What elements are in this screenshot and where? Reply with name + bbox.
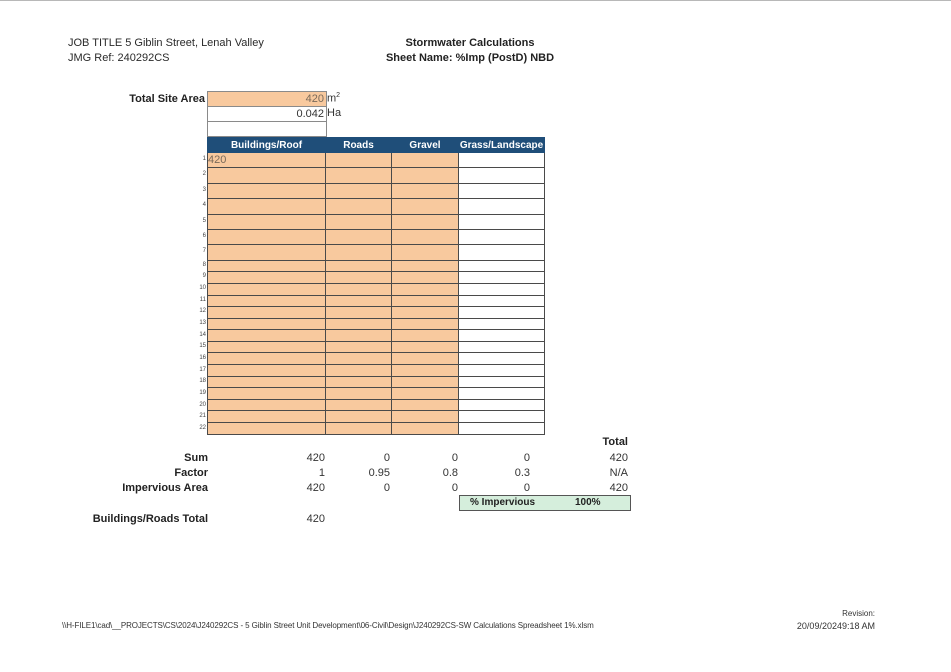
table-row [208, 365, 545, 377]
cell-grass-landscape[interactable] [459, 365, 545, 377]
cell-buildings-roof[interactable] [208, 318, 326, 330]
cell-grass-landscape[interactable] [459, 423, 545, 435]
cell-grass-landscape[interactable] [459, 245, 545, 260]
cell-roads[interactable] [326, 245, 392, 260]
row-number: 17 [199, 366, 206, 373]
job-header [68, 36, 264, 66]
cell-gravel[interactable] [392, 341, 459, 353]
factor-total: N/A [609, 467, 628, 479]
table-row [208, 353, 545, 365]
cell-gravel[interactable] [392, 365, 459, 377]
cell-gravel[interactable] [392, 411, 459, 423]
cell-buildings-roof[interactable] [208, 229, 326, 244]
cell-buildings-roof[interactable] [208, 353, 326, 365]
cell-gravel[interactable] [392, 214, 459, 229]
table-row [208, 153, 545, 168]
cell-grass-landscape[interactable] [459, 153, 545, 168]
cell-grass-landscape[interactable] [459, 272, 545, 284]
page-top-border [0, 0, 951, 1]
revision-label: Revision: [842, 609, 875, 618]
row-number: 3 [202, 186, 206, 193]
cell-grass-landscape[interactable] [459, 295, 545, 307]
cell-buildings-roof[interactable] [208, 183, 326, 198]
table-row [208, 423, 545, 435]
cell-roads[interactable] [326, 365, 392, 377]
cell-buildings-roof[interactable] [208, 307, 326, 319]
file-path: \\H-FILE1\cad\__PROJECTS\CS\2024\J240292CS - 5 Giblin Street Unit Development\06-Civil\Design\J240292CS-SW Calculations Spreadsheet 1%.xlsm [62, 621, 594, 630]
cell-grass-landscape[interactable] [459, 283, 545, 295]
job-ref: JMG Ref: 240292CS [68, 52, 170, 64]
cell-grass-landscape[interactable] [459, 353, 545, 365]
cell-roads[interactable] [326, 411, 392, 423]
impervious-total: 420 [609, 482, 628, 494]
row-number: 14 [199, 331, 206, 338]
percent-impervious-label: % Impervious [470, 497, 536, 508]
cell-gravel[interactable] [392, 353, 459, 365]
cell-roads[interactable] [326, 272, 392, 284]
cell-grass-landscape[interactable] [459, 399, 545, 411]
cell-buildings-roof[interactable] [208, 260, 326, 272]
table-row [208, 245, 545, 260]
sum-grass: 0 [523, 452, 530, 464]
sheet-name: Sheet Name: %Imp (PostD) NBD [385, 52, 555, 64]
cell-gravel[interactable] [392, 307, 459, 319]
cell-grass-landscape[interactable] [459, 260, 545, 272]
cell-roads[interactable] [326, 168, 392, 183]
cell-buildings-roof[interactable] [208, 199, 326, 214]
table-row [208, 399, 545, 411]
row-number: 22 [199, 424, 206, 431]
revision-date: 20/09/20249:18 AM [796, 621, 875, 631]
sheet-title: Stormwater Calculations [405, 37, 535, 49]
cell-gravel[interactable] [392, 399, 459, 411]
row-number: 7 [202, 248, 206, 255]
table-header-row [208, 138, 545, 153]
cell-gravel[interactable] [392, 272, 459, 284]
factor-label: Factor [174, 467, 208, 479]
cell-grass-landscape[interactable] [459, 229, 545, 244]
sum-buildings: 420 [306, 452, 325, 464]
row-number: 19 [199, 389, 206, 396]
cell-buildings-roof[interactable] [208, 168, 326, 183]
cell-gravel[interactable] [392, 153, 459, 168]
row-number: 15 [199, 343, 206, 350]
cell-roads[interactable] [326, 214, 392, 229]
cell-buildings-roof[interactable] [208, 245, 326, 260]
factor-buildings: 1 [318, 467, 325, 479]
table-row [208, 376, 545, 388]
cell-gravel[interactable] [392, 283, 459, 295]
cell-buildings-roof[interactable] [208, 388, 326, 400]
row-number: 18 [199, 378, 206, 385]
cell-roads[interactable] [326, 376, 392, 388]
row-number: 16 [199, 354, 206, 361]
row-number: 4 [202, 202, 206, 209]
table-row [208, 260, 545, 272]
percent-impervious-value: 100% [575, 497, 601, 508]
percent-impervious-box [459, 495, 631, 511]
cell-roads[interactable] [326, 283, 392, 295]
blank-cell [207, 121, 327, 137]
total-site-area-m2-input[interactable]: 420 [207, 91, 327, 107]
cell-buildings-roof[interactable] [208, 283, 326, 295]
area-input-table [207, 137, 545, 435]
cell-grass-landscape[interactable] [459, 168, 545, 183]
cell-buildings-roof[interactable] [208, 423, 326, 435]
row-number: 9 [202, 273, 206, 280]
cell-buildings-roof[interactable]: 420 [208, 153, 326, 168]
sum-label: Sum [184, 452, 208, 464]
row-number: 6 [202, 232, 206, 239]
sum-total: 420 [609, 452, 628, 464]
job-title: JOB TITLE 5 Giblin Street, Lenah Valley [68, 37, 264, 49]
cell-gravel[interactable] [392, 183, 459, 198]
impervious-gravel: 0 [451, 482, 458, 494]
cell-roads[interactable] [326, 307, 392, 319]
row-numbers [196, 152, 206, 435]
cell-buildings-roof[interactable] [208, 330, 326, 342]
cell-buildings-roof[interactable] [208, 214, 326, 229]
factor-roads: 0.95 [368, 467, 390, 479]
cell-gravel[interactable] [392, 229, 459, 244]
unit-ha: Ha [327, 107, 342, 119]
table-row [208, 388, 545, 400]
cell-gravel[interactable] [392, 245, 459, 260]
table-row [208, 318, 545, 330]
cell-grass-landscape[interactable] [459, 376, 545, 388]
table-row [208, 183, 545, 198]
cell-roads[interactable] [326, 388, 392, 400]
row-number: 13 [199, 320, 206, 327]
table-row [208, 214, 545, 229]
cell-roads[interactable] [326, 423, 392, 435]
cell-roads[interactable] [326, 153, 392, 168]
row-number: 20 [199, 401, 206, 408]
impervious-buildings: 420 [306, 482, 325, 494]
cell-roads[interactable] [326, 330, 392, 342]
factor-grass: 0.3 [514, 467, 530, 479]
cell-gravel[interactable] [392, 199, 459, 214]
cell-gravel[interactable] [392, 330, 459, 342]
cell-grass-landscape[interactable] [459, 199, 545, 214]
cell-roads[interactable] [326, 295, 392, 307]
row-number: 2 [202, 171, 206, 178]
row-number: 1 [202, 156, 206, 162]
cell-gravel[interactable] [392, 388, 459, 400]
cell-grass-landscape[interactable] [459, 214, 545, 229]
impervious-area-label: Impervious Area [122, 482, 208, 494]
cell-buildings-roof[interactable] [208, 295, 326, 307]
cell-grass-landscape[interactable] [459, 411, 545, 423]
table-row [208, 330, 545, 342]
cell-roads[interactable] [326, 399, 392, 411]
cell-gravel[interactable] [392, 295, 459, 307]
impervious-roads: 0 [383, 482, 390, 494]
col-header-grass-landscape: Grass/Landscape [459, 139, 544, 151]
cell-buildings-roof[interactable] [208, 272, 326, 284]
row-number: 5 [202, 217, 206, 224]
row-number: 8 [202, 261, 206, 268]
cell-roads[interactable] [326, 260, 392, 272]
table-row [208, 411, 545, 423]
cell-roads[interactable] [326, 183, 392, 198]
cell-grass-landscape[interactable] [459, 318, 545, 330]
factor-gravel: 0.8 [442, 467, 458, 479]
cell-roads[interactable] [326, 353, 392, 365]
impervious-grass: 0 [523, 482, 530, 494]
table-row [208, 229, 545, 244]
cell-grass-landscape[interactable] [459, 307, 545, 319]
cell-roads[interactable] [326, 199, 392, 214]
cell-buildings-roof[interactable] [208, 376, 326, 388]
col-header-buildings-roof: Buildings/Roof [208, 138, 326, 153]
row-number: 10 [199, 285, 206, 292]
row-number: 21 [199, 413, 206, 420]
sum-gravel: 0 [451, 452, 458, 464]
sheet-header [380, 36, 560, 66]
cell-roads[interactable] [326, 341, 392, 353]
cell-grass-landscape[interactable] [459, 183, 545, 198]
table-row [208, 272, 545, 284]
total-site-area-label: Total Site Area [129, 93, 205, 105]
table-row [208, 295, 545, 307]
cell-gravel[interactable] [392, 168, 459, 183]
total-site-area-ha: 0.042 [207, 106, 327, 122]
cell-gravel[interactable] [392, 318, 459, 330]
cell-roads[interactable] [326, 318, 392, 330]
cell-gravel[interactable] [392, 260, 459, 272]
cell-gravel[interactable] [392, 423, 459, 435]
table-row [208, 307, 545, 319]
unit-m2: $m^2$ [327, 92, 341, 105]
cell-grass-landscape[interactable] [459, 341, 545, 353]
cell-grass-landscape[interactable] [459, 388, 545, 400]
row-number: 11 [199, 296, 206, 303]
table-row [208, 283, 545, 295]
col-header-gravel: Gravel [392, 138, 459, 153]
table-row [208, 341, 545, 353]
cell-grass-landscape[interactable] [459, 330, 545, 342]
cell-gravel[interactable] [392, 376, 459, 388]
buildings-roads-total-label: Buildings/Roads Total [92, 513, 208, 525]
cell-buildings-roof[interactable] [208, 365, 326, 377]
col-header-roads: Roads [326, 138, 392, 153]
cell-roads[interactable] [326, 229, 392, 244]
cell-buildings-roof[interactable] [208, 399, 326, 411]
total-column-header: Total [602, 436, 628, 448]
buildings-roads-total-value: 420 [306, 513, 325, 525]
table-row [208, 168, 545, 183]
cell-buildings-roof[interactable] [208, 411, 326, 423]
cell-buildings-roof[interactable] [208, 341, 326, 353]
sum-roads: 0 [383, 452, 390, 464]
row-number: 12 [199, 308, 206, 315]
table-row [208, 199, 545, 214]
